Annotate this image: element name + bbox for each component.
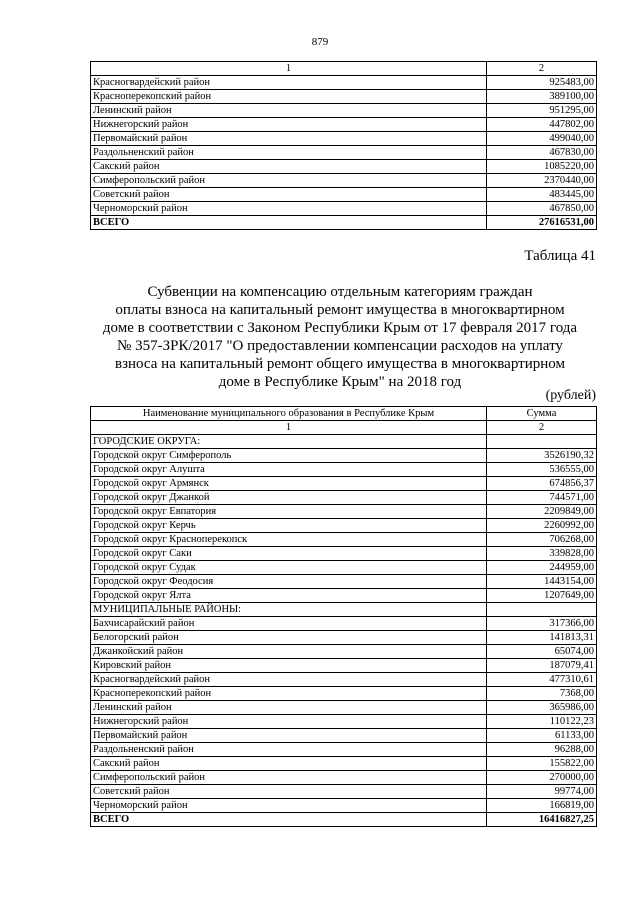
amount: 99774,00 <box>487 785 597 799</box>
region-name: Городской округ Феодосия <box>91 575 487 589</box>
amount: 2209849,00 <box>487 505 597 519</box>
total-label: ВСЕГО <box>91 813 487 827</box>
region-name: Ленинский район <box>91 701 487 715</box>
table-row <box>91 673 597 687</box>
table-row <box>91 645 597 659</box>
region-name: Нижнегорский район <box>91 118 487 132</box>
amount: 141813,31 <box>487 631 597 645</box>
region-name: Раздольненский район <box>91 146 487 160</box>
amount: 467830,00 <box>487 146 597 160</box>
region-name: Белогорский район <box>91 631 487 645</box>
table-row <box>91 771 597 785</box>
column-header-name: Наименование муниципального образования в Республике Крым <box>91 407 487 421</box>
amount: 244959,00 <box>487 561 597 575</box>
table-row <box>91 202 597 216</box>
column-number-2: 2 <box>487 421 597 435</box>
table-row <box>91 701 597 715</box>
table-row <box>91 132 597 146</box>
region-name: Городской округ Красноперекопск <box>91 533 487 547</box>
section-row <box>91 435 597 449</box>
table-row <box>91 757 597 771</box>
table-row <box>91 477 597 491</box>
amount: 674856,37 <box>487 477 597 491</box>
table-row <box>91 533 597 547</box>
amount: 270000,00 <box>487 771 597 785</box>
table-row <box>91 729 597 743</box>
region-name: Советский район <box>91 785 487 799</box>
amount: 339828,00 <box>487 547 597 561</box>
table-row <box>91 491 597 505</box>
region-name: Городской округ Джанкой <box>91 491 487 505</box>
top-table <box>90 61 597 230</box>
table-row <box>91 188 597 202</box>
amount: 483445,00 <box>487 188 597 202</box>
table-row <box>91 505 597 519</box>
table-row <box>91 575 597 589</box>
table-row <box>91 146 597 160</box>
table-row <box>91 561 597 575</box>
unit-label: (рублей) <box>545 388 596 403</box>
table-number-row <box>91 421 597 435</box>
table-row <box>91 174 597 188</box>
total-row <box>91 216 597 230</box>
table-row <box>91 617 597 631</box>
region-name: Ленинский район <box>91 104 487 118</box>
region-name: Сакский район <box>91 757 487 771</box>
table-row <box>91 659 597 673</box>
table-header-row <box>91 407 597 421</box>
region-name: Симферопольский район <box>91 174 487 188</box>
amount: 187079,41 <box>487 659 597 673</box>
empty-cell <box>487 435 597 449</box>
total-amount: 27616531,00 <box>487 216 597 230</box>
region-name: Сакский район <box>91 160 487 174</box>
table-row <box>91 463 597 477</box>
table-row <box>91 104 597 118</box>
table-row <box>91 90 597 104</box>
region-name: Черноморский район <box>91 799 487 813</box>
total-row <box>91 813 597 827</box>
region-name: Черноморский район <box>91 202 487 216</box>
amount: 536555,00 <box>487 463 597 477</box>
region-name: Городской округ Армянск <box>91 477 487 491</box>
region-name: Красноперекопский район <box>91 90 487 104</box>
table-row <box>91 160 597 174</box>
title-line: № 357-ЗРК/2017 "О предоставлении компенсации расходов на уплату <box>117 338 563 354</box>
region-name: Первомайский район <box>91 729 487 743</box>
amount: 1085220,00 <box>487 160 597 174</box>
amount: 477310,61 <box>487 673 597 687</box>
table-row <box>91 519 597 533</box>
table-row <box>91 118 597 132</box>
table-row <box>91 631 597 645</box>
region-name: Городской округ Судак <box>91 561 487 575</box>
document-title <box>70 283 610 391</box>
amount: 61133,00 <box>487 729 597 743</box>
amount: 2370440,00 <box>487 174 597 188</box>
amount: 1207649,00 <box>487 589 597 603</box>
amount: 155822,00 <box>487 757 597 771</box>
title-line: взноса на капитальный ремонт общего имущества в многоквартирном <box>115 356 565 372</box>
region-name: Красногвардейский район <box>91 76 487 90</box>
column-number-1: 1 <box>91 421 487 435</box>
amount: 3526190,32 <box>487 449 597 463</box>
title-line: доме в Республике Крым" на 2018 год <box>218 374 462 390</box>
table-row <box>91 799 597 813</box>
table-row <box>91 449 597 463</box>
amount: 925483,00 <box>487 76 597 90</box>
title-line: доме в соответствии с Законом Республики Крым от 17 февраля 2017 года <box>102 320 578 336</box>
amount: 706268,00 <box>487 533 597 547</box>
subsidy-table <box>90 406 597 827</box>
section-municipal-districts: МУНИЦИПАЛЬНЫЕ РАЙОНЫ: <box>91 603 487 617</box>
amount: 744571,00 <box>487 491 597 505</box>
amount: 467850,00 <box>487 202 597 216</box>
region-name: Городской округ Керчь <box>91 519 487 533</box>
region-name: Советский район <box>91 188 487 202</box>
table-row <box>91 715 597 729</box>
region-name: Первомайский район <box>91 132 487 146</box>
region-name: Красногвардейский район <box>91 673 487 687</box>
region-name: Симферопольский район <box>91 771 487 785</box>
region-name: Городской округ Саки <box>91 547 487 561</box>
title-line: Субвенции на компенсацию отдельным категориям граждан <box>147 284 533 300</box>
amount: 2260992,00 <box>487 519 597 533</box>
region-name: Бахчисарайский район <box>91 617 487 631</box>
amount: 96288,00 <box>487 743 597 757</box>
table-header-row <box>91 62 597 76</box>
region-name: Нижнегорский район <box>91 715 487 729</box>
table-row <box>91 589 597 603</box>
region-name: Городской округ Алушта <box>91 463 487 477</box>
region-name: Раздольненский район <box>91 743 487 757</box>
table-row <box>91 76 597 90</box>
amount: 65074,00 <box>487 645 597 659</box>
region-name: Кировский район <box>91 659 487 673</box>
title-line: оплаты взноса на капитальный ремонт имущества в многоквартирном <box>115 302 565 318</box>
region-name: Красноперекопский район <box>91 687 487 701</box>
table-row <box>91 743 597 757</box>
total-amount: 16416827,25 <box>487 813 597 827</box>
amount: 110122,23 <box>487 715 597 729</box>
amount: 7368,00 <box>487 687 597 701</box>
region-name: Джанкойский район <box>91 645 487 659</box>
region-name: Городской округ Евпатория <box>91 505 487 519</box>
total-label: ВСЕГО <box>91 216 487 230</box>
column-number-1: 1 <box>91 62 487 76</box>
amount: 166819,00 <box>487 799 597 813</box>
empty-cell <box>487 603 597 617</box>
amount: 317366,00 <box>487 617 597 631</box>
table-row <box>91 785 597 799</box>
amount: 499040,00 <box>487 132 597 146</box>
region-name: Городской округ Симферополь <box>91 449 487 463</box>
column-number-2: 2 <box>487 62 597 76</box>
table-row <box>91 547 597 561</box>
page-number: 879 <box>311 36 329 48</box>
section-urban-districts: ГОРОДСКИЕ ОКРУГА: <box>91 435 487 449</box>
amount: 1443154,00 <box>487 575 597 589</box>
amount: 951295,00 <box>487 104 597 118</box>
region-name: Городской округ Ялта <box>91 589 487 603</box>
table-label: Таблица 41 <box>524 248 596 264</box>
amount: 389100,00 <box>487 90 597 104</box>
column-header-sum: Сумма <box>487 407 597 421</box>
section-row <box>91 603 597 617</box>
amount: 365986,00 <box>487 701 597 715</box>
amount: 447802,00 <box>487 118 597 132</box>
table-row <box>91 687 597 701</box>
